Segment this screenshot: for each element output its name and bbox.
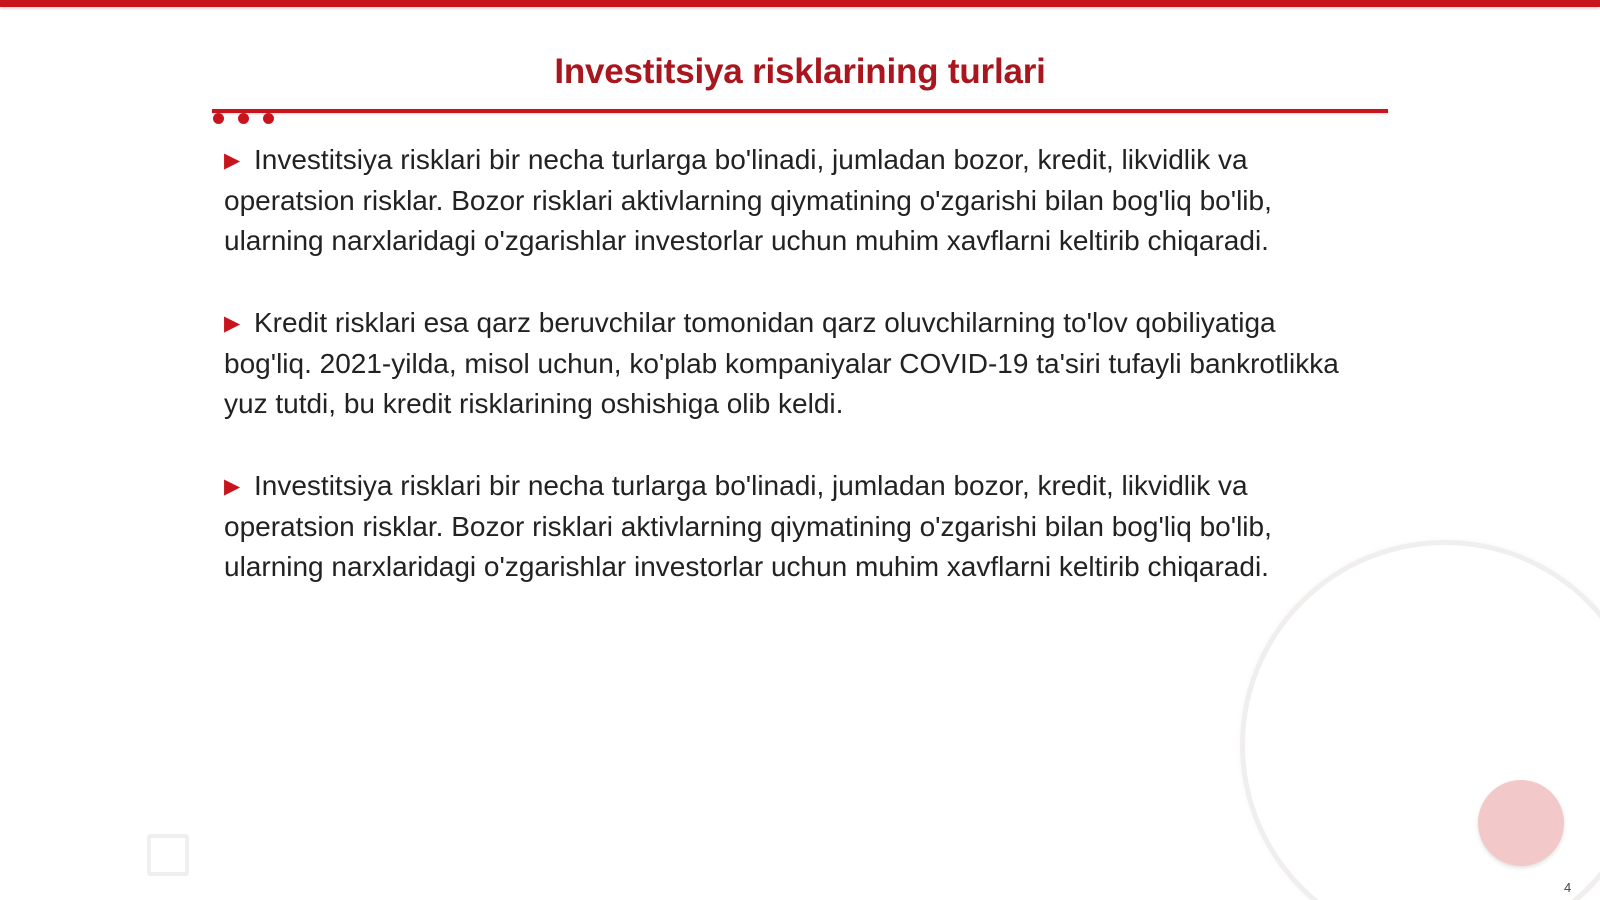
title-underline bbox=[212, 109, 1388, 113]
bullet-item bbox=[224, 466, 1364, 587]
bullet-text: Investitsiya risklari bir necha turlarga bo'linadi, jumladan bozor, kredit, likvidlik va operatsion risklar. Bozor risklari aktivlarning qiymatining o'zgarishi bilan bog'liq bo'lib, ularning narxlaridagi o'zgarishlar investorlar uchun muhim xavflarni keltirib chiqaradi. bbox=[224, 144, 1272, 256]
page-number: 4 bbox=[1564, 880, 1572, 895]
dot-icon bbox=[263, 113, 274, 124]
bullet-list bbox=[224, 140, 1364, 629]
bullet-item bbox=[224, 140, 1364, 261]
bullet-text: Investitsiya risklari bir necha turlarga bo'linadi, jumladan bozor, kredit, likvidlik va operatsion risklar. Bozor risklari aktivlarning qiymatining o'zgarishi bilan bog'liq bo'lib, ularning narxlaridagi o'zgarishlar investorlar uchun muhim xavflarni keltirib chiqaradi. bbox=[224, 470, 1272, 582]
triangle-bullet-icon: ▶ bbox=[224, 475, 241, 498]
dot-icon bbox=[213, 113, 224, 124]
triangle-bullet-icon: ▶ bbox=[224, 312, 241, 335]
slide-title: Investitsiya risklarining turlari bbox=[554, 52, 1046, 91]
triangle-bullet-icon: ▶ bbox=[224, 149, 241, 172]
bullet-text: Kredit risklari esa qarz beruvchilar tomonidan qarz oluvchilarning to'lov qobiliyatiga bog'liq. 2021-yilda, misol uchun, ko'plab kompaniyalar COVID-19 ta'siri tufayli bankrotlikka yuz tutdi, bu kredit risklarining oshishiga olib keldi. bbox=[224, 307, 1339, 419]
bullet-item bbox=[224, 303, 1364, 424]
dot-icon bbox=[238, 113, 249, 124]
title-dots-decoration bbox=[213, 113, 283, 125]
top-accent-bar bbox=[0, 0, 1600, 7]
decorative-circle bbox=[1478, 780, 1564, 866]
decorative-square bbox=[147, 834, 189, 876]
